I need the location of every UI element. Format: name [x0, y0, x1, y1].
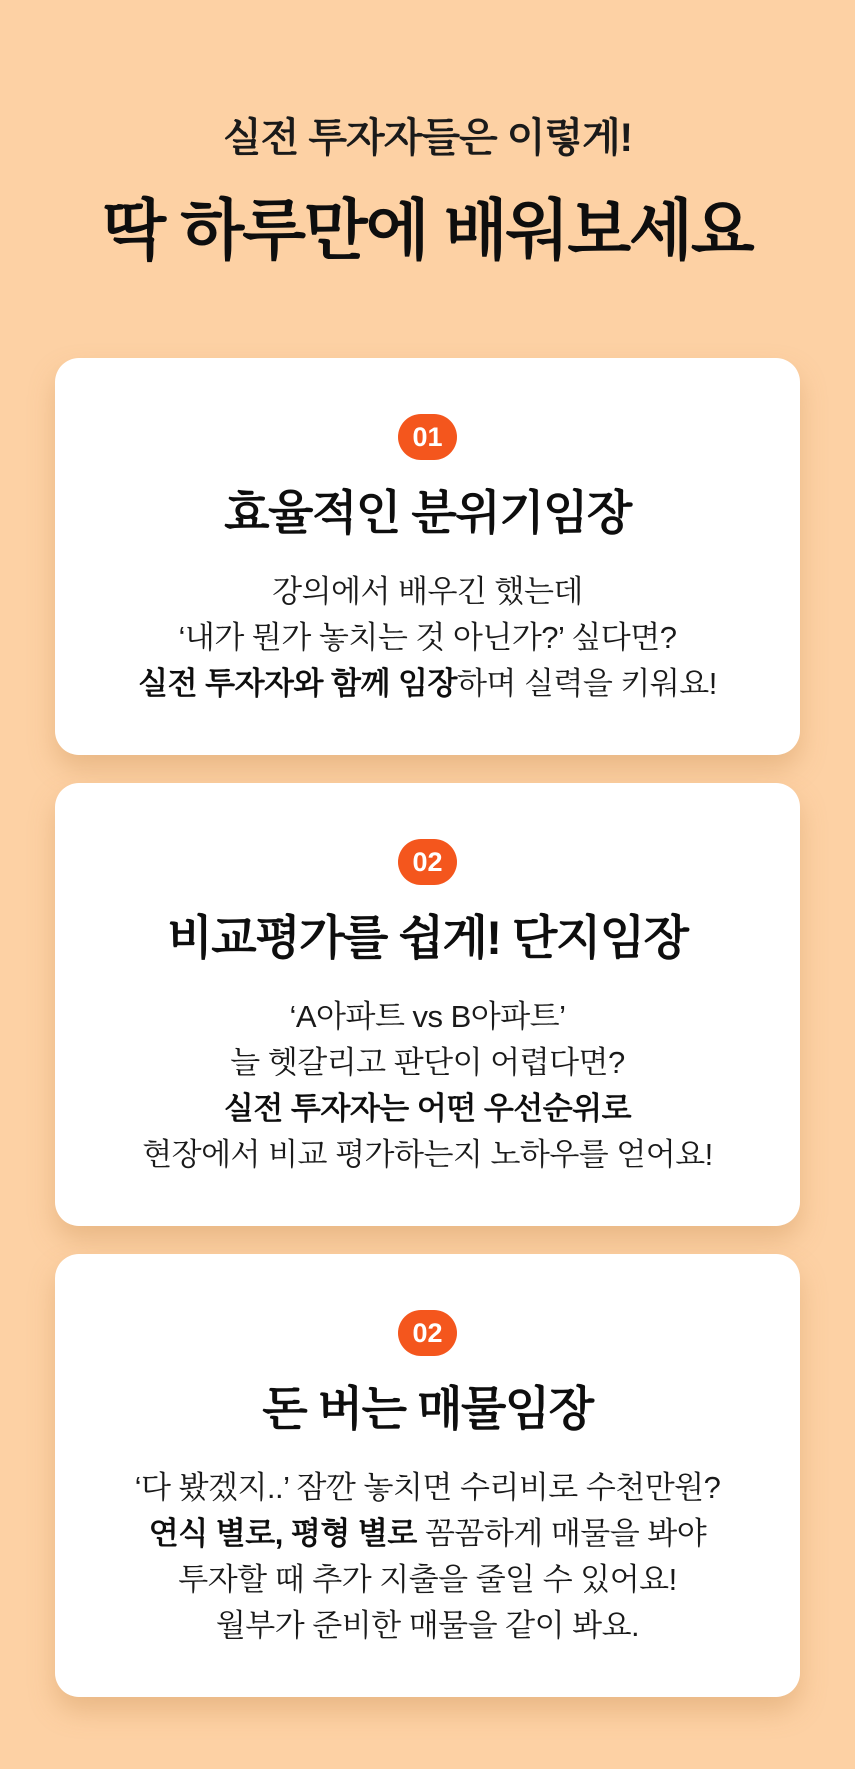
card-title: 돈 버는 매물임장 [262, 1382, 593, 1435]
header-subtitle: 실전 투자자들은 이렇게! [223, 116, 632, 160]
card-body [85, 1465, 770, 1649]
card-number-badge: 01 [398, 414, 456, 460]
card-title: 비교평가를 쉽게! 단지임장 [167, 911, 688, 964]
emphasized-text: 연식 별로, 평형 별로 [148, 1516, 417, 1551]
body-text: 현장에서 비교 평가하는지 노하우를 얻어요! [142, 1137, 713, 1172]
card-number-badge: 02 [398, 1310, 456, 1356]
card-body-line [85, 661, 770, 707]
card-complex-tour [55, 783, 800, 1226]
card-body-line [85, 1132, 770, 1178]
card-body-line [85, 994, 770, 1040]
card-body-line [85, 1040, 770, 1086]
card-list [55, 358, 800, 1697]
card-body-line [85, 1557, 770, 1603]
page-header [0, 0, 855, 272]
card-body-line [85, 1603, 770, 1649]
body-text: 강의에서 배우긴 했는데 [272, 574, 583, 609]
body-text: ‘내가 뭔가 놓치는 것 아닌가?’ 싶다면? [178, 620, 677, 655]
body-text: 월부가 준비한 매물을 같이 봐요. [215, 1608, 640, 1643]
card-body-line [85, 1511, 770, 1557]
body-text: ‘다 봤겠지..’ 잠깐 놓치면 수리비로 수천만원? [134, 1470, 721, 1505]
card-body-line [85, 1465, 770, 1511]
body-text: ‘A아파트 vs B아파트’ [289, 999, 566, 1034]
body-text: 늘 헷갈리고 판단이 어렵다면? [230, 1045, 625, 1080]
card-number-badge: 02 [398, 839, 456, 885]
card-body-line [85, 1086, 770, 1132]
emphasized-text: 실전 투자자는 어떤 우선순위로 [223, 1091, 632, 1126]
card-body [85, 569, 770, 707]
body-text: 투자할 때 추가 지출을 줄일 수 있어요! [178, 1562, 677, 1597]
emphasized-text: 실전 투자자와 함께 임장 [138, 666, 457, 701]
page-title: 딱 하루만에 배워보세요 [102, 193, 753, 267]
card-title: 효율적인 분위기임장 [224, 486, 631, 539]
body-text: 하며 실력을 키워요! [456, 666, 717, 701]
card-body-line [85, 615, 770, 661]
card-body-line [85, 569, 770, 615]
card-atmosphere-tour [55, 358, 800, 755]
body-text: 꼼꼼하게 매물을 봐야 [416, 1516, 707, 1551]
card-listing-tour [55, 1254, 800, 1697]
card-body [85, 994, 770, 1178]
